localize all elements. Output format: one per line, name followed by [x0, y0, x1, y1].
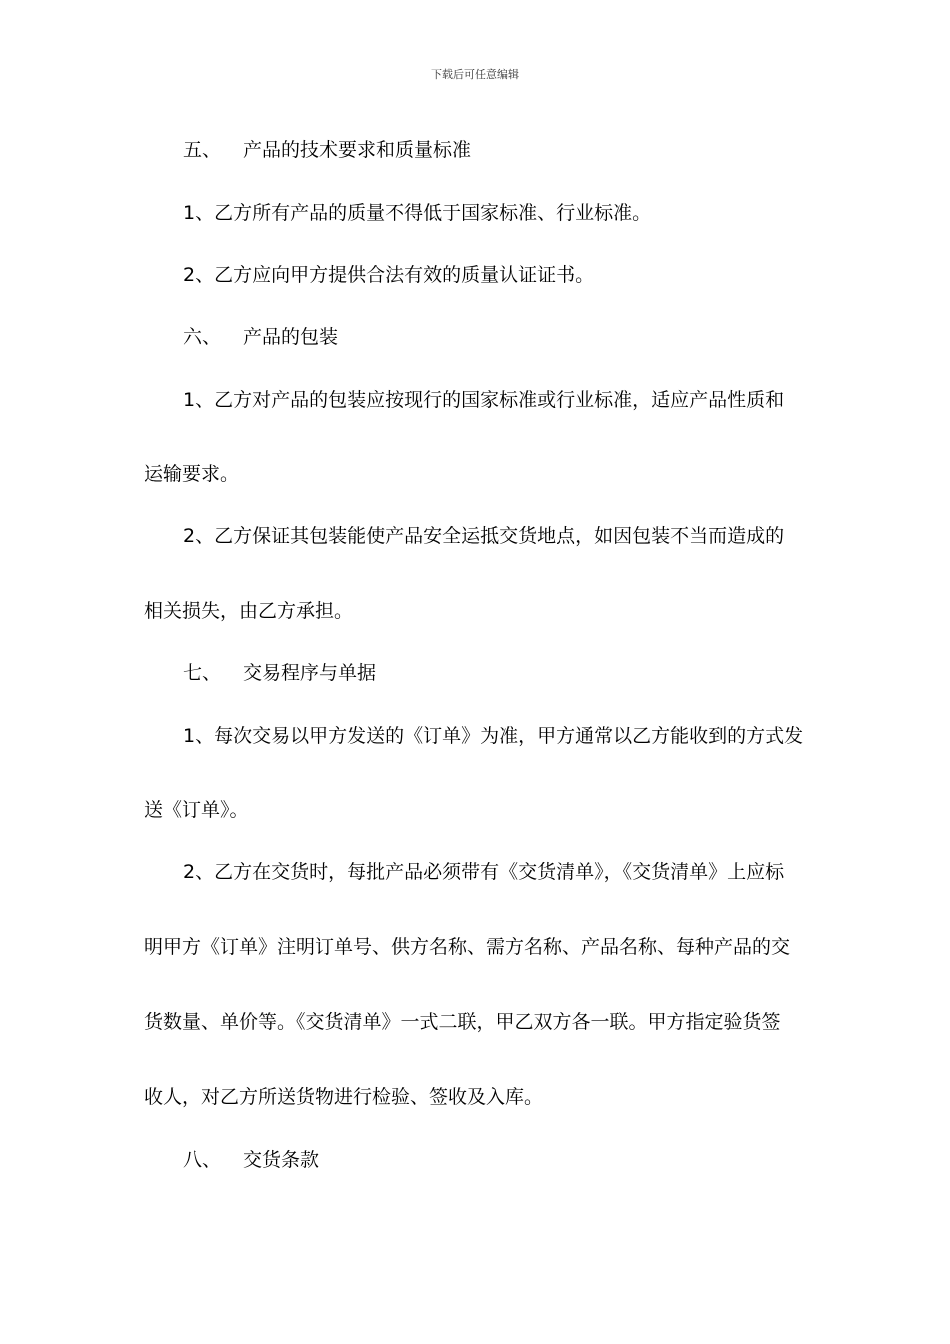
- paragraph-line: 2、乙方在交货时，每批产品必须带有《交货清单》，《交货清单》上应标: [183, 861, 785, 883]
- paragraph-line: 2、乙方保证其包装能使产品安全运抵交货地点，如因包装不当而造成的: [183, 525, 785, 547]
- heading-number: 八、: [183, 1149, 222, 1171]
- section-heading-8: [183, 1148, 319, 1172]
- paragraph-line: 收人，对乙方所送货物进行检验、签收及入库。: [144, 1086, 544, 1108]
- header-note: 下载后可任意编辑: [431, 68, 519, 81]
- section-heading-6: [183, 325, 338, 349]
- heading-number: 六、: [183, 326, 222, 348]
- heading-number: 五、: [183, 139, 222, 161]
- heading-text: 交易程序与单据: [243, 662, 377, 684]
- paragraph-line: 1、乙方所有产品的质量不得低于国家标准、行业标准。: [183, 202, 652, 224]
- section-heading-5: [183, 138, 471, 162]
- paragraph-line: 运输要求。: [144, 463, 240, 485]
- paragraph-line: 明甲方《订单》注明订单号、供方名称、需方名称、产品名称、每种产品的交: [144, 936, 791, 958]
- heading-text: 交货条款: [243, 1149, 320, 1171]
- paragraph-line: 相关损失，由乙方承担。: [144, 600, 354, 622]
- paragraph-line: 1、乙方对产品的包装应按现行的国家标准或行业标准，适应产品性质和: [183, 389, 785, 411]
- heading-text: 产品的技术要求和质量标准: [243, 139, 472, 161]
- paragraph-line: 货数量、单价等。《交货清单》一式二联，甲乙双方各一联。甲方指定验货签: [144, 1011, 781, 1033]
- paragraph-line: 1、每次交易以甲方发送的《订单》为准，甲方通常以乙方能收到的方式发: [183, 725, 804, 747]
- heading-text: 产品的包装: [243, 326, 339, 348]
- heading-number: 七、: [183, 662, 222, 684]
- paragraph-line: 2、乙方应向甲方提供合法有效的质量认证证书。: [183, 264, 595, 286]
- paragraph-line: 送《订单》。: [144, 799, 249, 821]
- section-heading-7: [183, 661, 376, 685]
